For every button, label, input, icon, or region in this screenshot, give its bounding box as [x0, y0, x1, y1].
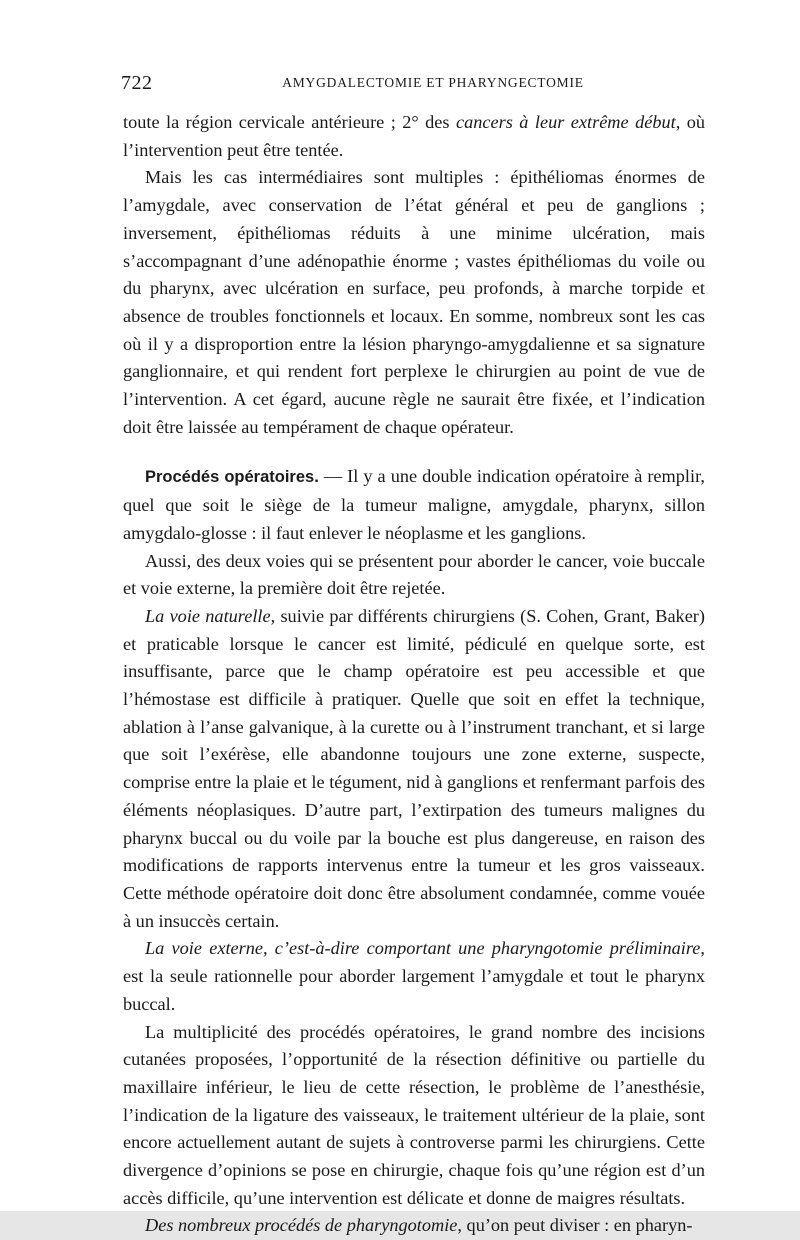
paragraph-pharyngotomy: Des nombreux procédés de pharyngotomie, qu’on peut diviser : en pharyn-: [145, 1215, 693, 1236]
page-number: 722: [121, 72, 153, 94]
paragraph-external-route: La voie externe, c’est-à-dire comportant une pharyngotomie préliminaire, est la seule rationnelle pour aborder largement l’amygdale et tout le pharynx buccal.: [123, 938, 705, 1014]
italic-phrase: cancers à leur extrême début: [455, 112, 676, 132]
running-title: AMYGDALECTOMIE ET PHARYNGECTOMIE: [282, 75, 584, 90]
paragraph-continuation: toute la région cervicale antérieure ; 2° des cancers à leur extrême début, où l’intervention peut être tentée.: [123, 112, 706, 160]
italic-phrase: Des nombreux procédés de pharyngotomie: [145, 1215, 458, 1236]
paragraph-multiplicity: La multiplicité des procédés opératoires, le grand nombre des incisions cutanées proposées, l’opportunité de la résection définitive ou partielle du maxillaire inférieur, le lieu de cette résection, le problème de l’anesthésie, l’indication de la ligature des vaisseaux, le traitement ultérieur de la plaie, sont encore actuellement autant de sujets à controverse parmi les chirurgiens. Cette divergence d’opinions se pose en chirurgie, chaque fois qu’une région est d’un accès difficile, qu’une intervention est délicate et donne de maigres résultats.: [123, 1021, 705, 1208]
paragraph-two-routes: Aussi, des deux voies qui se présentent pour aborder le cancer, voie buccale et voie externe, la première doit être rejetée.: [123, 550, 705, 599]
italic-phrase: La voie externe, c’est-à-dire comportant une pharyngotomie préliminaire: [145, 938, 701, 959]
paragraph-operative-procedures: Procédés opératoires. — Il y a une double indication opératoire à remplir, quel que soit le siège de la tumeur maligne, amygdale, pharynx, sillon amygdalo-glosse : il faut enlever le néoplasme et les ganglions.: [123, 466, 705, 543]
section-heading: Procédés opératoires.: [145, 468, 319, 487]
italic-phrase: La voie naturelle: [145, 605, 271, 626]
paragraph-intermediate-cases: Mais les cas intermédiaires sont multiples : épithéliomas énormes de l’amygdale, avec conservation de l’état général et peu de ganglions ; inversement, épithéliomas réduits à une minime ulcération, mais s’accompagnant d’une adénopathie énorme ; vastes épithéliomas du voile ou du pharynx, avec ulcération en surface, peu profonds, à marche torpide et absence de troubles fonctionnels et locaux. En somme, nombreux sont les cas où il y a disproportion entre la lésion pharyngo-amygdalienne et sa signature ganglionnaire, et qui rendent fort perplexe le chirurgien au point de vue de l’intervention. A cet égard, aucune règle ne saurait être fixée, et l’indication doit être laissée au tempérament de chaque opérateur.: [123, 167, 705, 437]
running-head: [117, 72, 709, 94]
body-text: [123, 109, 705, 1240]
paragraph-natural-route: La voie naturelle, suivie par différents chirurgiens (S. Cohen, Grant, Baker) et praticable lorsque le cancer est limité, pédiculé en quelque sorte, est insuffisante, parce que le champ opératoire est peu accessible et que l’hémostase est difficile à pratiquer. Quelle que soit en effet la technique, ablation à l’anse galvanique, à la curette ou à l’instrument tranchant, et si large que soit l’exérèse, elle abandonne toujours une zone externe, suspecte, comprise entre la plaie et le tégument, nid à ganglions et renfermant parfois des éléments néoplasiques. D’autre part, l’extirpation des tumeurs malignes du pharynx buccal ou du voile par la bouche est plus dangereuse, en raison des modifications de rapports intervenus entre la tumeur et les gros vaisseaux. Cette méthode opératoire doit donc être absolument condamnée, comme vouée à un insuccès certain.: [123, 605, 705, 931]
